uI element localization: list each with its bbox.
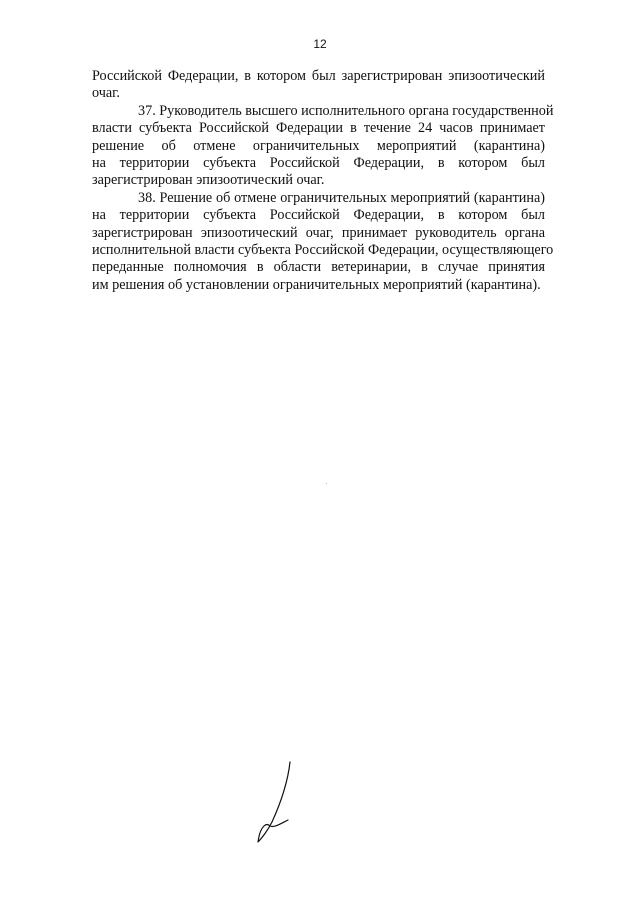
text-line: власти субъекта Российской Федерации в течение 24 часов принимает xyxy=(92,120,545,137)
text-line: 38. Решение об отмене ограничительных мероприятий (карантина) xyxy=(138,189,545,206)
paragraph-continuation xyxy=(92,68,545,103)
text-line: 37. Руководитель высшего исполнительного органа государственной xyxy=(138,102,554,119)
text-line: переданные полномочия в области ветеринарии, в случае принятия xyxy=(92,259,545,276)
paragraph-item-37 xyxy=(92,102,554,190)
text-line: зарегистрирован эпизоотический очаг. xyxy=(92,172,325,189)
handwritten-signature-icon xyxy=(250,760,310,845)
text-line: исполнительной власти субъекта Российской Федерации, осуществляющего xyxy=(92,242,554,259)
text-line: на территории субъекта Российской Федерации, в котором был xyxy=(92,155,545,172)
text-line: решение об отмене ограничительных мероприятий (карантина) xyxy=(92,137,545,154)
text-line: Российской Федерации, в котором был зарегистрирован эпизоотический xyxy=(92,68,545,84)
page-number: 12 xyxy=(313,37,327,51)
scan-speck xyxy=(326,483,327,484)
text-line: на территории субъекта Российской Федерации, в котором был xyxy=(92,207,545,224)
document-body xyxy=(92,68,554,294)
text-line: зарегистрирован эпизоотический очаг, принимает руководитель органа xyxy=(92,224,545,241)
text-line: очаг. xyxy=(92,85,120,102)
text-line: им решения об установлении ограничительных мероприятий (карантина). xyxy=(92,276,541,293)
paragraph-item-38 xyxy=(92,189,554,294)
